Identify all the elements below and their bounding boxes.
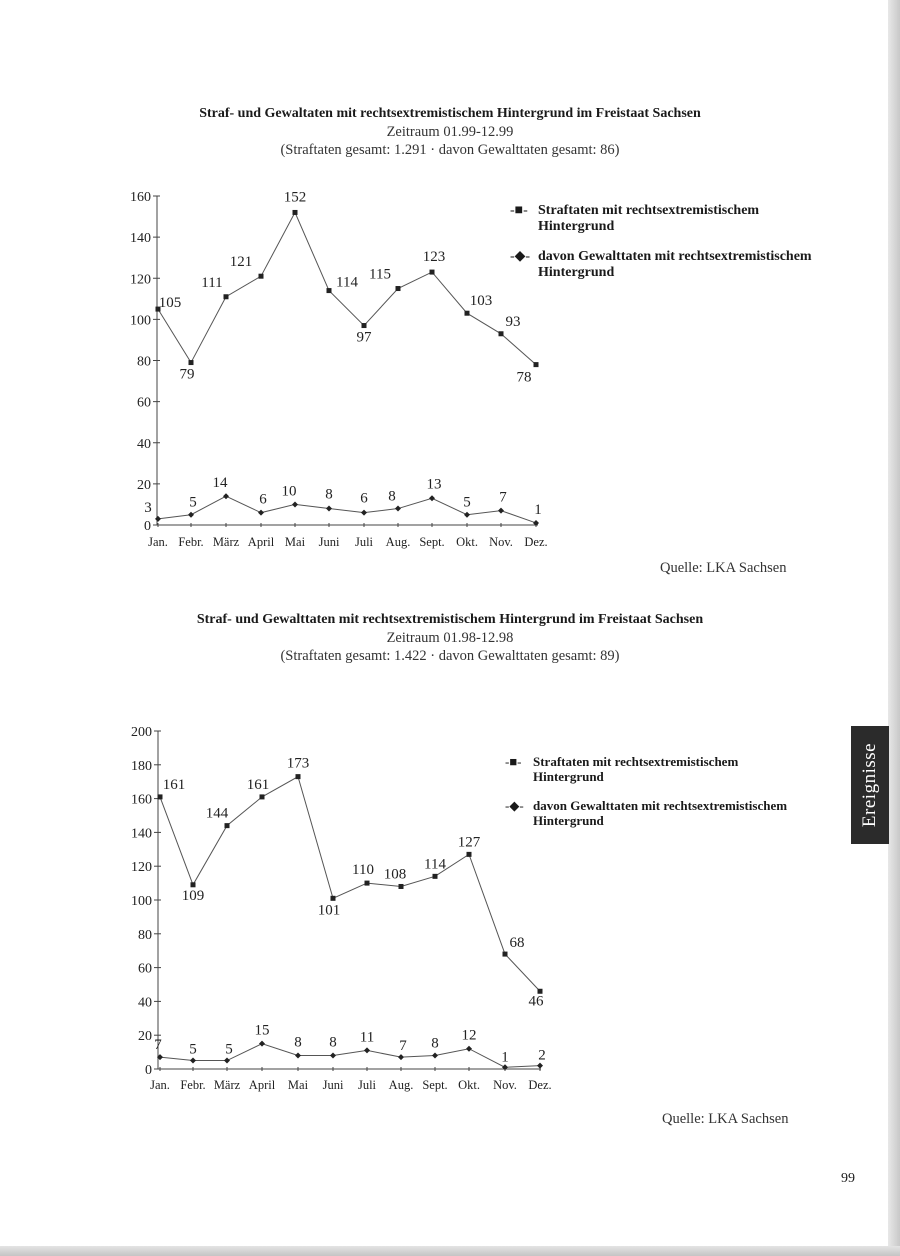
chart-2-legend <box>505 754 805 842</box>
chart-2-data-point <box>330 1052 336 1058</box>
chart-2-x-tick-label: Sept. <box>422 1078 448 1092</box>
chart-1-data-label: 103 <box>469 293 493 310</box>
chart-2-data-label: 11 <box>359 1029 375 1046</box>
chart-2-y-tick-label: 200 <box>131 725 152 740</box>
chart-2-data-point <box>466 1046 472 1052</box>
chart-1-y-tick-label: 20 <box>137 477 151 493</box>
chart-2-data-label: 127 <box>457 834 481 851</box>
chart-1-x-tick-label: Nov. <box>489 535 513 549</box>
chart-1-x-tick-label: Jan. <box>148 535 168 549</box>
chart-2-x-tick-label: Juni <box>322 1078 344 1092</box>
chart-1-y-tick-label: 40 <box>137 436 151 452</box>
chart-1-data-label: 7 <box>499 489 507 506</box>
chart-2-data-label: 161 <box>162 776 186 793</box>
chart-2-data-point <box>503 952 508 957</box>
chart-2-legend-item-gewalttaten <box>505 798 805 828</box>
chart-1-data-label: 6 <box>259 491 267 508</box>
chart-1-totals: (Straftaten gesamt: 1.291 · davon Gewalttaten gesamt: 86) <box>280 142 620 158</box>
square-marker-icon: -■- <box>510 203 528 218</box>
chart-2-data-point <box>398 1054 404 1060</box>
chart-2-title: Straf- und Gewalttaten mit rechtsextremistischem Hintergrund im Freistaat Sachsen <box>196 612 704 627</box>
chart-1-data-label: 3 <box>144 499 152 516</box>
diamond-marker-icon: -◆- <box>510 249 531 264</box>
chart-2-data-point <box>296 774 301 779</box>
chart-2-data-label: 7 <box>154 1037 162 1054</box>
chart-1-y-tick-label: 100 <box>130 313 151 329</box>
chart-1-x-tick-label: März <box>212 535 240 549</box>
chart-2-y-tick-label: 120 <box>131 860 152 876</box>
chart-1-x-tick-label: Mai <box>284 535 306 549</box>
chart-1-y-tick-label: 160 <box>130 190 151 205</box>
chart-2-legend-item-straftaten <box>505 754 805 784</box>
chart-2-data-label: 5 <box>225 1041 233 1058</box>
chart-2-data-label: 109 <box>181 887 205 904</box>
chart-2-data-point <box>259 1041 265 1047</box>
chart-1-y-tick-label: 80 <box>137 354 151 370</box>
chart-2-y-tick-label: 140 <box>131 826 152 842</box>
chart-2-data-point <box>260 794 265 799</box>
chart-2-x-tick-label: Nov. <box>493 1078 517 1092</box>
chart-2-data-label: 68 <box>509 935 525 952</box>
chart-2-period: Zeitraum 01.98-12.98 <box>386 630 514 646</box>
chart-1-data-label: 97 <box>356 329 372 346</box>
chart-1-data-label: 10 <box>281 483 297 500</box>
chart-1-x-tick-label: Juni <box>318 535 340 549</box>
chart-2-data-point <box>433 874 438 879</box>
chart-2-data-label: 15 <box>254 1022 270 1039</box>
chart-1-data-label: 1 <box>534 501 542 518</box>
chart-1-data-label: 105 <box>158 295 182 312</box>
chart-2-y-tick-label: 0 <box>145 1063 152 1078</box>
chart-2-data-point <box>399 884 404 889</box>
chart-2-data-label: 7 <box>399 1038 407 1055</box>
chart-1-data-label: 152 <box>283 189 307 206</box>
section-tab[interactable] <box>851 726 889 844</box>
chart-2-data-point <box>467 852 472 857</box>
chart-2-x-tick-label: Dez. <box>528 1078 552 1092</box>
chart-2-data-point <box>191 882 196 887</box>
chart-2-data-label: 110 <box>352 862 374 879</box>
chart-1-legend-label-2: davon Gewalttaten mit rechtsextremistischem Hintergrund <box>538 249 812 280</box>
chart-1-data-label: 121 <box>229 254 253 271</box>
chart-1-data-label: 13 <box>426 476 442 493</box>
chart-1-data-label: 115 <box>369 266 391 283</box>
chart-2-data-label: 114 <box>424 856 446 873</box>
chart-2-source: Quelle: LKA Sachsen <box>662 1111 789 1127</box>
chart-2-data-label: 161 <box>246 776 270 793</box>
chart-2-x-tick-label: Okt. <box>458 1078 480 1092</box>
chart-1-data-label: 5 <box>189 494 197 511</box>
chart-1-source: Quelle: LKA Sachsen <box>660 560 787 576</box>
chart-1-y-tick-label: 140 <box>130 231 151 247</box>
chart-1-y-tick-label: 120 <box>130 272 151 288</box>
chart-1-y-tick-label: 0 <box>144 519 151 534</box>
chart-2-y-tick-label: 40 <box>138 995 152 1011</box>
chart-2-data-point <box>158 794 163 799</box>
chart-2-x-tick-label: Jan. <box>150 1078 170 1092</box>
chart-2-data-point <box>225 823 230 828</box>
chart-1-data-label: 6 <box>360 490 368 507</box>
chart-2-data-point <box>224 1058 230 1064</box>
chart-1-data-label: 93 <box>505 313 521 330</box>
chart-1-data-label: 5 <box>463 494 471 511</box>
chart-2-y-tick-label: 20 <box>138 1029 152 1045</box>
page-number: 99 <box>841 1171 855 1186</box>
chart-2-totals: (Straftaten gesamt: 1.422 · davon Gewalttaten gesamt: 89) <box>280 648 620 664</box>
chart-2-data-label: 12 <box>461 1027 477 1044</box>
chart-2-x-tick-label: Juli <box>357 1078 377 1092</box>
chart-1-legend-label-1: Straftaten mit rechtsextremistischem Hintergrund <box>538 203 760 234</box>
chart-2-x-tick-label: Mai <box>287 1078 309 1092</box>
chart-2-data-point <box>331 896 336 901</box>
chart-2-y-tick-label: 80 <box>138 927 152 943</box>
chart-2-data-label: 2 <box>538 1047 546 1064</box>
chart-1-data-label: 114 <box>336 274 358 291</box>
chart-1-data-label: 14 <box>212 475 228 492</box>
chart-2-x-tick-label: Aug. <box>388 1078 414 1092</box>
chart-1-data-label: 78 <box>516 369 532 386</box>
diamond-marker-icon: -◆- <box>505 798 524 813</box>
chart-1-x-tick-label: Okt. <box>456 535 478 549</box>
chart-2-y-tick-label: 100 <box>131 894 152 909</box>
chart-2-data-label: 8 <box>294 1034 302 1051</box>
chart-2-data-label: 144 <box>205 805 229 822</box>
chart-2-data-point <box>364 1047 370 1053</box>
chart-2-data-point <box>432 1052 438 1058</box>
chart-2-x-tick-label: April <box>248 1078 276 1092</box>
chart-2-data-label: 8 <box>431 1035 439 1052</box>
section-tab-label: Ereignisse <box>859 742 880 828</box>
chart-2-data-point <box>295 1052 301 1058</box>
chart-2-data-label: 173 <box>286 755 310 772</box>
chart-1-period: Zeitraum 01.99-12.99 <box>386 124 514 140</box>
chart-2-legend-label-2: davon Gewalttaten mit rechtsextremistischem Hintergrund <box>533 798 788 828</box>
chart-2-x-tick-label: Febr. <box>180 1078 206 1092</box>
chart-1-data-label: 111 <box>201 274 223 291</box>
chart-2-series-line-2 <box>160 1041 540 1068</box>
chart-1-y-tick-label: 60 <box>137 395 151 411</box>
chart-1-title: Straf- und Gewaltaten mit rechtsextremistischem Hintergrund im Freistaat Sachsen <box>199 106 701 121</box>
page-edge-bottom <box>0 1246 900 1256</box>
chart-1-x-tick-label: Sept. <box>419 535 445 549</box>
chart-1-data-label: 79 <box>179 366 195 383</box>
chart-2-y-tick-label: 60 <box>138 961 152 977</box>
chart-2-data-label: 1 <box>501 1049 509 1066</box>
chart-2-data-point <box>190 1058 196 1064</box>
chart-1-x-tick-label: April <box>247 535 275 549</box>
chart-1-data-label: 123 <box>422 249 446 266</box>
chart-2-legend-label-1: Straftaten mit rechtsextremistischem Hintergrund <box>533 754 739 784</box>
chart-1-data-label: 8 <box>388 488 396 505</box>
chart-2-data-label: 46 <box>528 993 544 1010</box>
chart-1-x-tick-label: Febr. <box>178 535 204 549</box>
chart-2-data-label: 108 <box>383 866 407 883</box>
chart-2-data-label: 8 <box>329 1034 337 1051</box>
chart-2-data-label: 101 <box>317 902 341 919</box>
chart-2-data-label: 5 <box>189 1041 197 1058</box>
chart-1-x-tick-label: Juli <box>354 535 374 549</box>
chart-2-x-tick-label: März <box>213 1078 241 1092</box>
chart-1-x-tick-label: Dez. <box>524 535 548 549</box>
chart-1-x-tick-label: Aug. <box>385 535 411 549</box>
chart-2-y-tick-label: 160 <box>131 792 152 808</box>
chart-2-data-point <box>365 881 370 886</box>
square-marker-icon: -■- <box>505 754 522 769</box>
chart-1-data-label: 8 <box>325 486 333 503</box>
chart-2-y-tick-label: 180 <box>131 758 152 774</box>
